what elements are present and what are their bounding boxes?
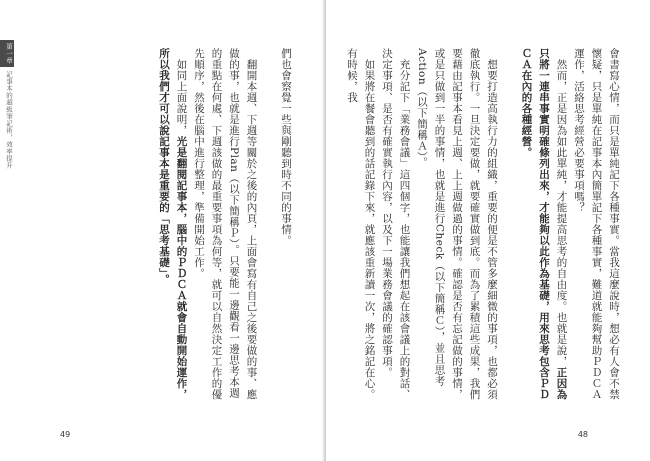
right-paragraph-5: 如果將在餐會聽到的話記錄下來，就應該重新讀一次，將之銘記在心。有時候，我 [346,48,376,400]
right-page-text [346,48,622,408]
left-page [0,0,324,461]
right-paragraph-1: 會書寫心情，而只是單純記下各種事實。當我這麼說時，想必有人會不禁懷疑，只是單純在記事本內簡單記下各種事實，難道就能夠幫助ＰＤＣＡ運作，活絡思考經營必要事項嗎？ [573,48,620,400]
chapter-label: 第一章 [0,40,14,67]
right-paragraph-3: 想要打造高執行力的組織，重要的便是不管多麼細微的事項，也都必須徹底執行。一旦決定要做，就要確實做到底。而為了累積這些成果，我們要藉由記事本看見上週、上上週做過的事情。確認是否有忘記做的事情，或是只做到一半的事情，也就是進行Check（以下簡稱Ｃ），並且思考Action（以下簡稱Ａ）。 [416,48,498,400]
right-paragraph-2-emphasis: 正因為只將一連串事實明確條列出來，才能夠以此作為基礎，用來思考包含ＰＤＣＡ在內的各種經營。 [520,48,568,400]
left-paragraph-3-plain: 如同上面說明， [175,58,188,136]
left-paragraph-2: 翻開本週、下週等關於之後的內頁，上面會寫有自己之後要做的事、應做的事，也就是進行Plan（以下簡稱Ｐ）。只要能一邊觀看一邊思考本週的重點在何處、下週該做的最重要事項為何等，就可以自然決定工作的優先順序，然後在腦中進行整理，準備開始工作。 [193,48,258,400]
right-paragraph-4: 充分記下「業務會議」這四個字，也能讓我們想起在該會議上的對話、決定事項、是否有確實執行內容，以及下一場業務會議的確認事項。 [381,48,411,400]
chapter-title: 記事本的超級筆記術，效率提升 [5,71,13,169]
chapter-side-tab [0,40,14,184]
left-paragraph-1: 們也會察覺一些與剛聽到時不同的事情。 [280,48,292,246]
left-page-text [56,48,294,408]
page-number-right: 48 [577,430,588,439]
left-paragraph-3 [155,48,190,408]
right-paragraph-2 [517,48,570,408]
paragraph-spacer [260,48,277,408]
left-paragraph-3-emphasis: 光是翻閱記事本，腦中的ＰＤＣＡ就會自動開始運作，所以我們才可以說記事本是重要的「思考基礎」。 [158,48,188,400]
page-number-left: 49 [60,430,71,439]
paragraph-spacer [500,48,517,408]
right-paragraph-2-plain: 然而，正是因為如此單純，才能提高思考的自由度。也就是說， [555,58,568,367]
right-page [326,0,650,461]
